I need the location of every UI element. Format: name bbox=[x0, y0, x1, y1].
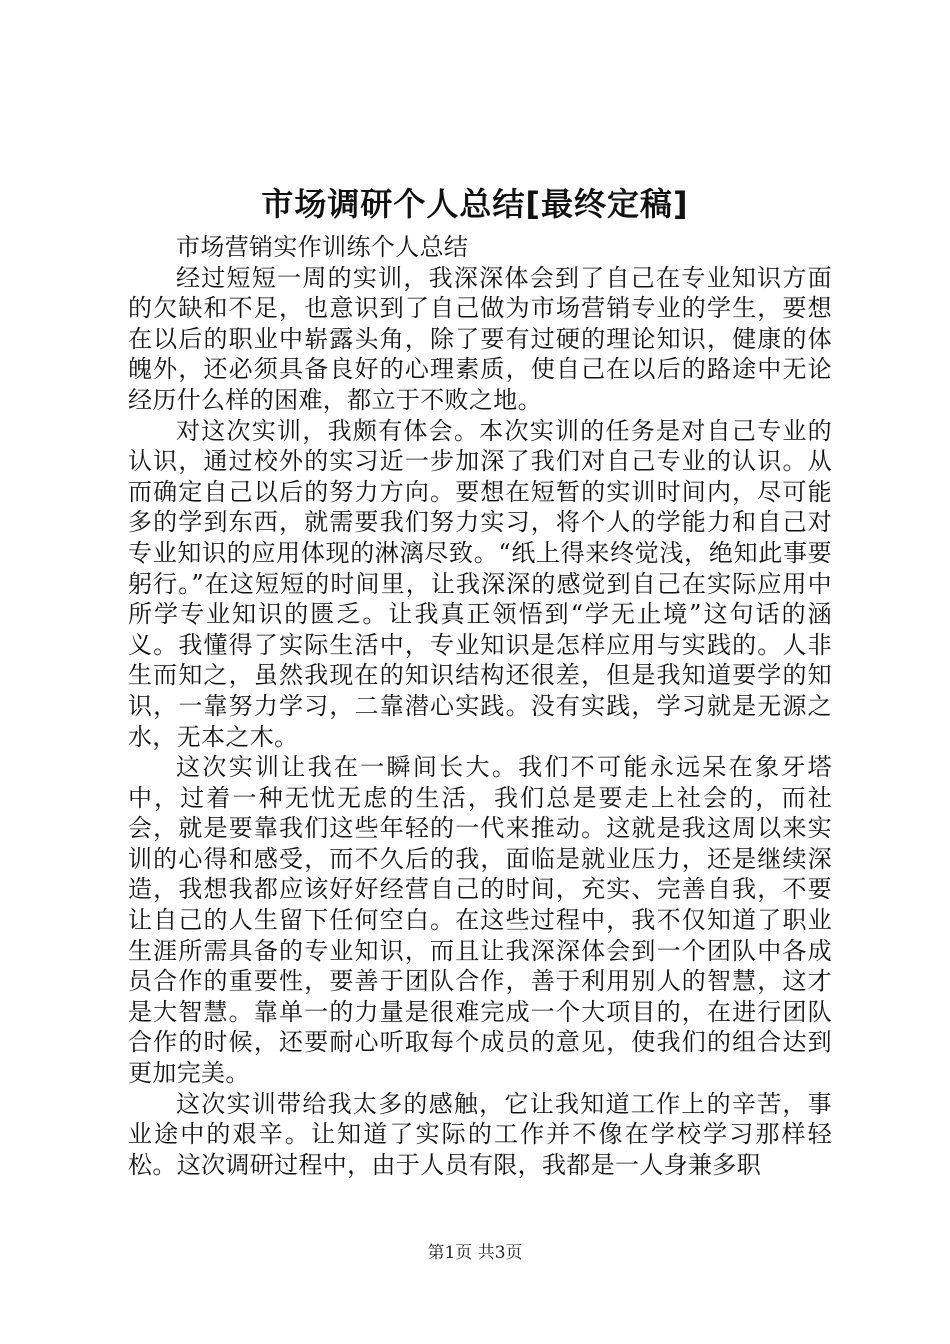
document-subtitle: 市场营销实作训练个人总结 bbox=[176, 233, 469, 261]
page-number-footer: 第1页 共3页 bbox=[427, 1243, 523, 1263]
paragraph: 这次实训让我在一瞬间长大。我们不可能永远呆在象牙塔中，过着一种无忧无虑的生活，我们总是要走上社会的，而社会，就是要靠我们这些年轻的一代来推动。这就是我这周以来实训的心得和感受，而不久后的我，面临是就业压力，还是继续深造，我想我都应该好好经营自己的时间，充实、完善自我，不要让自己的人生留下任何空白。在这些过程中，我不仅知道了职业生涯所需具备的专业知识，而且让我深深体会到一个团队中各成员合作的重要性，要善于团队合作，善于利用别人的智慧，这才是大智慧。靠单一的力量是很难完成一个大项目的，在进行团队合作的时候，还要耐心听取每个成员的意见，使我们的组合达到更加完美。 bbox=[128, 753, 832, 1088]
paragraph: 这次实训带给我太多的感触，它让我知道工作上的辛苦，事业途中的艰辛。让知道了实际的工作并不像在学校学习那样轻松。这次调研过程中，由于人员有限，我都是一人身兼多职 bbox=[128, 1089, 832, 1179]
paragraph: 经过短短一周的实训，我深深体会到了自己在专业知识方面的欠缺和不足，也意识到了自己做为市场营销专业的学生，要想在以后的职业中崭露头角，除了要有过硬的理论知识，健康的体魄外，还必须具备良好的心理素质，使自己在以后的路途中无论经历什么样的困难，都立于不败之地。 bbox=[128, 263, 832, 414]
paragraph: 对这次实训，我颇有体会。本次实训的任务是对自己专业的认识，通过校外的实习近一步加深了我们对自己专业的认识。从而确定自己以后的努力方向。要想在短暂的实训时间内，尽可能多的学到东西，就需要我们努力实习，将个人的学能力和自己对专业知识的应用体现的淋漓尽致。“纸上得来终觉浅，绝知此事要躬行。”在这短短的时间里，让我深深的感觉到自己在实际应用中所学专业知识的匮乏。让我真正领悟到“学无止境”这句话的涵义。我懂得了实际生活中，专业知识是怎样应用与实践的。人非生而知之，虽然我现在的知识结构还很差，但是我知道要学的知识，一靠努力学习，二靠潜心实践。没有实践，学习就是无源之水，无本之木。 bbox=[128, 416, 832, 751]
document-body bbox=[128, 232, 832, 1180]
document-title: 市场调研个人总结[最终定稿] bbox=[261, 185, 689, 223]
